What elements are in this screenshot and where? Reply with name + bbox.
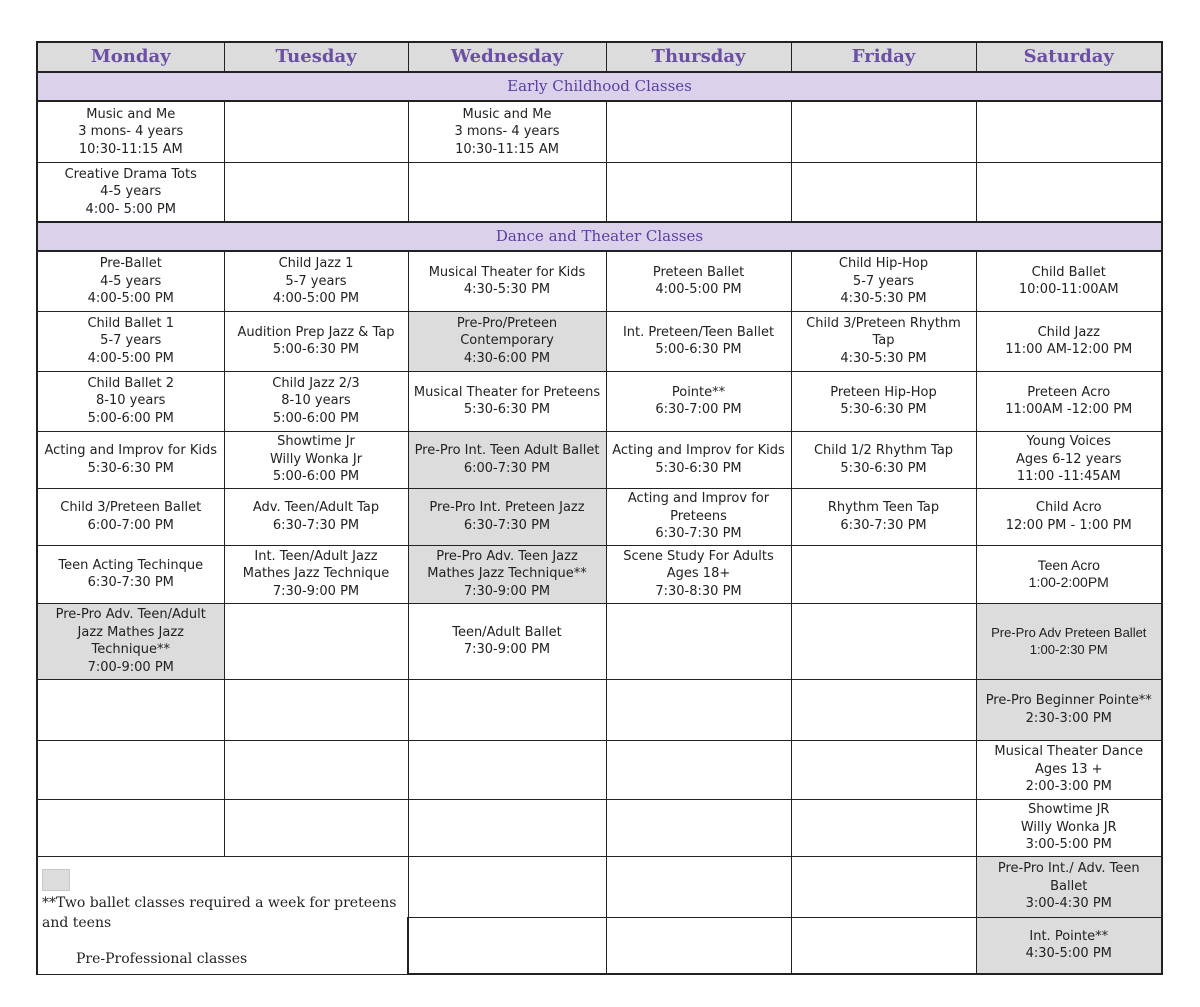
- class-cell: Music and Me 3 mons- 4 years 10:30-11:15 AM: [408, 101, 606, 162]
- class-cell: [976, 101, 1162, 162]
- header-tuesday: Tuesday: [224, 42, 408, 72]
- class-cell: [37, 679, 224, 740]
- ballet-requirement-note: **Two ballet classes required a week for preteens and teens: [42, 894, 397, 931]
- class-cell: [408, 679, 606, 740]
- class-cell: [606, 917, 791, 974]
- section-title-early-childhood: Early Childhood Classes: [37, 72, 1162, 101]
- class-cell: Acting and Improv for Kids 5:30-6:30 PM: [606, 431, 791, 488]
- pre-pro-class-cell: Pre-Pro/Preteen Contemporary 4:30-6:00 PM: [408, 311, 606, 371]
- pre-pro-legend-swatch: [42, 869, 70, 891]
- class-cell: Child Ballet 1 5-7 years 4:00-5:00 PM: [37, 311, 224, 371]
- schedule-row: [37, 799, 1162, 856]
- pre-pro-class-cell: Int. Pointe** 4:30-5:00 PM: [976, 917, 1162, 974]
- class-cell: [408, 162, 606, 222]
- class-cell: [791, 603, 976, 679]
- class-cell: [606, 679, 791, 740]
- schedule-row: [37, 101, 1162, 162]
- notes-cell: [37, 856, 408, 974]
- class-cell: [791, 856, 976, 917]
- schedule-row: [37, 162, 1162, 222]
- class-cell: [224, 162, 408, 222]
- class-cell: [976, 162, 1162, 222]
- class-cell: [606, 856, 791, 917]
- class-cell: Teen Acting Techinque 6:30-7:30 PM: [37, 545, 224, 603]
- pre-pro-class-cell: Pre-Pro Adv. Teen/Adult Jazz Mathes Jazz Technique** 7:00-9:00 PM: [37, 603, 224, 679]
- schedule-row: [37, 431, 1162, 488]
- class-cell: Child Ballet 2 8-10 years 5:00-6:00 PM: [37, 371, 224, 431]
- class-cell: [408, 917, 606, 974]
- class-cell: [791, 162, 976, 222]
- class-cell: Musical Theater Dance Ages 13 + 2:00-3:00 PM: [976, 740, 1162, 799]
- class-cell: [606, 101, 791, 162]
- header-saturday: Saturday: [976, 42, 1162, 72]
- day-header-row: [37, 42, 1162, 72]
- class-cell: Audition Prep Jazz & Tap 5:00-6:30 PM: [224, 311, 408, 371]
- schedule-row: [37, 603, 1162, 679]
- class-cell: Int. Teen/Adult Jazz Mathes Jazz Technique 7:30-9:00 PM: [224, 545, 408, 603]
- class-cell: Child Jazz 1 5-7 years 4:00-5:00 PM: [224, 251, 408, 311]
- class-cell: Music and Me 3 mons- 4 years 10:30-11:15 AM: [37, 101, 224, 162]
- header-thursday: Thursday: [606, 42, 791, 72]
- section-title-dance-theater: Dance and Theater Classes: [37, 222, 1162, 251]
- class-cell: Young Voices Ages 6-12 years 11:00 -11:45AM: [976, 431, 1162, 488]
- class-cell: [791, 740, 976, 799]
- schedule-row: [37, 740, 1162, 799]
- section-row-early-childhood: [37, 72, 1162, 101]
- class-cell: [224, 799, 408, 856]
- class-cell: Child 3/Preteen Rhythm Tap 4:30-5:30 PM: [791, 311, 976, 371]
- class-cell: [606, 603, 791, 679]
- class-cell: Showtime JR Willy Wonka JR 3:00-5:00 PM: [976, 799, 1162, 856]
- header-friday: Friday: [791, 42, 976, 72]
- class-cell: [37, 799, 224, 856]
- class-cell: [224, 101, 408, 162]
- class-cell: [791, 545, 976, 603]
- class-cell: [224, 679, 408, 740]
- schedule-row: [37, 679, 1162, 740]
- class-cell: Showtime Jr Willy Wonka Jr 5:00-6:00 PM: [224, 431, 408, 488]
- class-cell: [791, 101, 976, 162]
- class-cell: Preteen Acro 11:00AM -12:00 PM: [976, 371, 1162, 431]
- class-cell: Pre-Ballet 4-5 years 4:00-5:00 PM: [37, 251, 224, 311]
- pre-pro-class-cell: Pre-Pro Int./ Adv. Teen Ballet 3:00-4:30 PM: [976, 856, 1162, 917]
- class-cell: Musical Theater for Kids 4:30-5:30 PM: [408, 251, 606, 311]
- class-cell: [791, 917, 976, 974]
- schedule-row: [37, 371, 1162, 431]
- header-monday: Monday: [37, 42, 224, 72]
- class-cell: [224, 740, 408, 799]
- class-cell: Creative Drama Tots 4-5 years 4:00- 5:00 PM: [37, 162, 224, 222]
- class-cell: [791, 679, 976, 740]
- class-cell: Musical Theater for Preteens 5:30-6:30 PM: [408, 371, 606, 431]
- schedule-row: [37, 251, 1162, 311]
- class-cell: Child Ballet 10:00-11:00AM: [976, 251, 1162, 311]
- class-cell: [408, 740, 606, 799]
- class-cell: [606, 162, 791, 222]
- class-cell: [37, 740, 224, 799]
- pre-pro-class-cell: Pre-Pro Adv Preteen Ballet 1:00-2:30 PM: [976, 603, 1162, 679]
- class-schedule-table: [36, 41, 1163, 975]
- class-cell: [224, 603, 408, 679]
- class-cell: Pointe** 6:30-7:00 PM: [606, 371, 791, 431]
- schedule-row: [37, 488, 1162, 545]
- schedule-row: [37, 856, 1162, 917]
- section-row-dance-theater: [37, 222, 1162, 251]
- class-cell: [606, 740, 791, 799]
- pre-pro-class-cell: Pre-Pro Adv. Teen Jazz Mathes Jazz Technique** 7:30-9:00 PM: [408, 545, 606, 603]
- class-cell: Child Hip-Hop 5-7 years 4:30-5:30 PM: [791, 251, 976, 311]
- class-cell: [408, 799, 606, 856]
- schedule-row: [37, 545, 1162, 603]
- class-cell: Acting and Improv for Preteens 6:30-7:30 PM: [606, 488, 791, 545]
- class-cell: Preteen Hip-Hop 5:30-6:30 PM: [791, 371, 976, 431]
- class-cell: Scene Study For Adults Ages 18+ 7:30-8:30 PM: [606, 545, 791, 603]
- class-cell: Teen Acro 1:00-2:00PM: [976, 545, 1162, 603]
- schedule-row: [37, 311, 1162, 371]
- header-wednesday: Wednesday: [408, 42, 606, 72]
- class-cell: Child Jazz 2/3 8-10 years 5:00-6:00 PM: [224, 371, 408, 431]
- class-cell: Child Acro 12:00 PM - 1:00 PM: [976, 488, 1162, 545]
- class-cell: Child 1/2 Rhythm Tap 5:30-6:30 PM: [791, 431, 976, 488]
- class-cell: Child 3/Preteen Ballet 6:00-7:00 PM: [37, 488, 224, 545]
- class-cell: Adv. Teen/Adult Tap 6:30-7:30 PM: [224, 488, 408, 545]
- class-cell: [606, 799, 791, 856]
- pre-pro-class-cell: Pre-Pro Int. Preteen Jazz 6:30-7:30 PM: [408, 488, 606, 545]
- class-cell: [408, 856, 606, 917]
- class-cell: Int. Preteen/Teen Ballet 5:00-6:30 PM: [606, 311, 791, 371]
- class-cell: Child Jazz 11:00 AM-12:00 PM: [976, 311, 1162, 371]
- pre-pro-class-cell: Pre-Pro Int. Teen Adult Ballet 6:00-7:30 PM: [408, 431, 606, 488]
- class-cell: Rhythm Teen Tap 6:30-7:30 PM: [791, 488, 976, 545]
- class-cell: Preteen Ballet 4:00-5:00 PM: [606, 251, 791, 311]
- class-cell: Acting and Improv for Kids 5:30-6:30 PM: [37, 431, 224, 488]
- pre-pro-class-cell: Pre-Pro Beginner Pointe** 2:30-3:00 PM: [976, 679, 1162, 740]
- class-cell: Teen/Adult Ballet 7:30-9:00 PM: [408, 603, 606, 679]
- pre-pro-legend-label: Pre-Professional classes: [76, 950, 248, 967]
- class-cell: [791, 799, 976, 856]
